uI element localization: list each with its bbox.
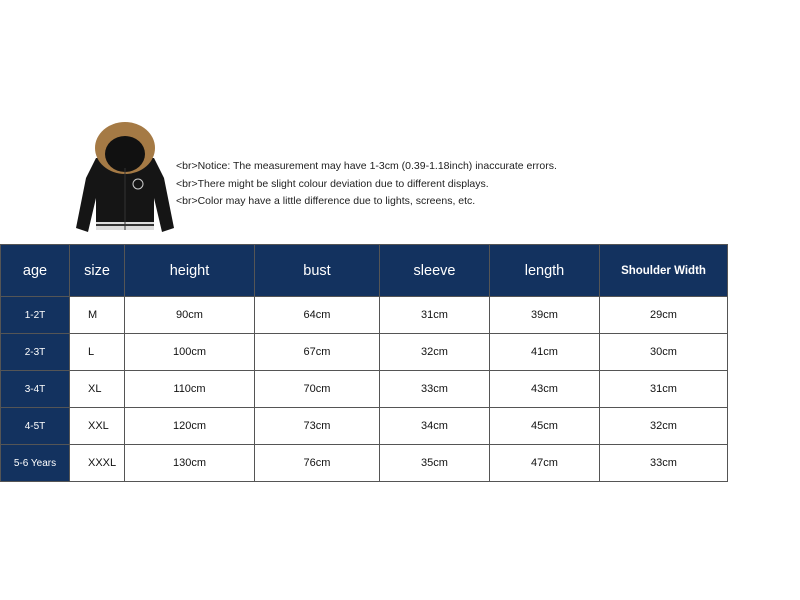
cell-length: 47cm bbox=[490, 445, 600, 482]
notice-line: <br>Notice: The measurement may have 1-3cm (0.39-1.18inch) inaccurate errors. bbox=[176, 160, 557, 172]
cell-height: 110cm bbox=[125, 371, 255, 408]
column-header-shoulder-width: Shoulder Width bbox=[600, 245, 728, 297]
cell-sleeve: 33cm bbox=[380, 371, 490, 408]
cell-height: 90cm bbox=[125, 297, 255, 334]
cell-size: XXL bbox=[70, 408, 125, 445]
cell-size: M bbox=[70, 297, 125, 334]
cell-shoulder-width: 31cm bbox=[600, 371, 728, 408]
cell-age: 2-3T bbox=[1, 334, 70, 371]
cell-length: 45cm bbox=[490, 408, 600, 445]
cell-age: 3-4T bbox=[1, 371, 70, 408]
cell-age: 4-5T bbox=[1, 408, 70, 445]
column-header-sleeve: sleeve bbox=[380, 245, 490, 297]
cell-size: XXXL bbox=[70, 445, 125, 482]
cell-height: 100cm bbox=[125, 334, 255, 371]
cell-shoulder-width: 32cm bbox=[600, 408, 728, 445]
cell-size: L bbox=[70, 334, 125, 371]
table-row bbox=[1, 445, 728, 482]
cell-sleeve: 35cm bbox=[380, 445, 490, 482]
cell-bust: 70cm bbox=[255, 371, 380, 408]
column-header-length: length bbox=[490, 245, 600, 297]
cell-size: XL bbox=[70, 371, 125, 408]
cell-shoulder-width: 29cm bbox=[600, 297, 728, 334]
table-row bbox=[1, 371, 728, 408]
cell-length: 41cm bbox=[490, 334, 600, 371]
cell-shoulder-width: 30cm bbox=[600, 334, 728, 371]
notice-text bbox=[176, 158, 557, 211]
table-row bbox=[1, 334, 728, 371]
column-header-height: height bbox=[125, 245, 255, 297]
notice-line: <br>There might be slight colour deviation due to different displays. bbox=[176, 177, 489, 190]
cell-sleeve: 34cm bbox=[380, 408, 490, 445]
cell-length: 43cm bbox=[490, 371, 600, 408]
cell-sleeve: 32cm bbox=[380, 334, 490, 371]
jacket-product-image bbox=[66, 118, 184, 240]
cell-length: 39cm bbox=[490, 297, 600, 334]
cell-bust: 64cm bbox=[255, 297, 380, 334]
cell-age: 5-6 Years bbox=[1, 445, 70, 482]
column-header-bust: bust bbox=[255, 245, 380, 297]
cell-bust: 67cm bbox=[255, 334, 380, 371]
notice-line: <br>Color may have a little difference due to lights, screens, etc. bbox=[176, 195, 476, 207]
cell-bust: 73cm bbox=[255, 408, 380, 445]
cell-age: 1-2T bbox=[1, 297, 70, 334]
column-header-size: size bbox=[70, 245, 125, 297]
table-header-row bbox=[1, 245, 728, 297]
table-row bbox=[1, 297, 728, 334]
column-header-age: age bbox=[1, 245, 70, 297]
cell-sleeve: 31cm bbox=[380, 297, 490, 334]
table-row bbox=[1, 408, 728, 445]
cell-height: 120cm bbox=[125, 408, 255, 445]
size-chart-table bbox=[0, 244, 728, 482]
cell-bust: 76cm bbox=[255, 445, 380, 482]
cell-height: 130cm bbox=[125, 445, 255, 482]
cell-shoulder-width: 33cm bbox=[600, 445, 728, 482]
